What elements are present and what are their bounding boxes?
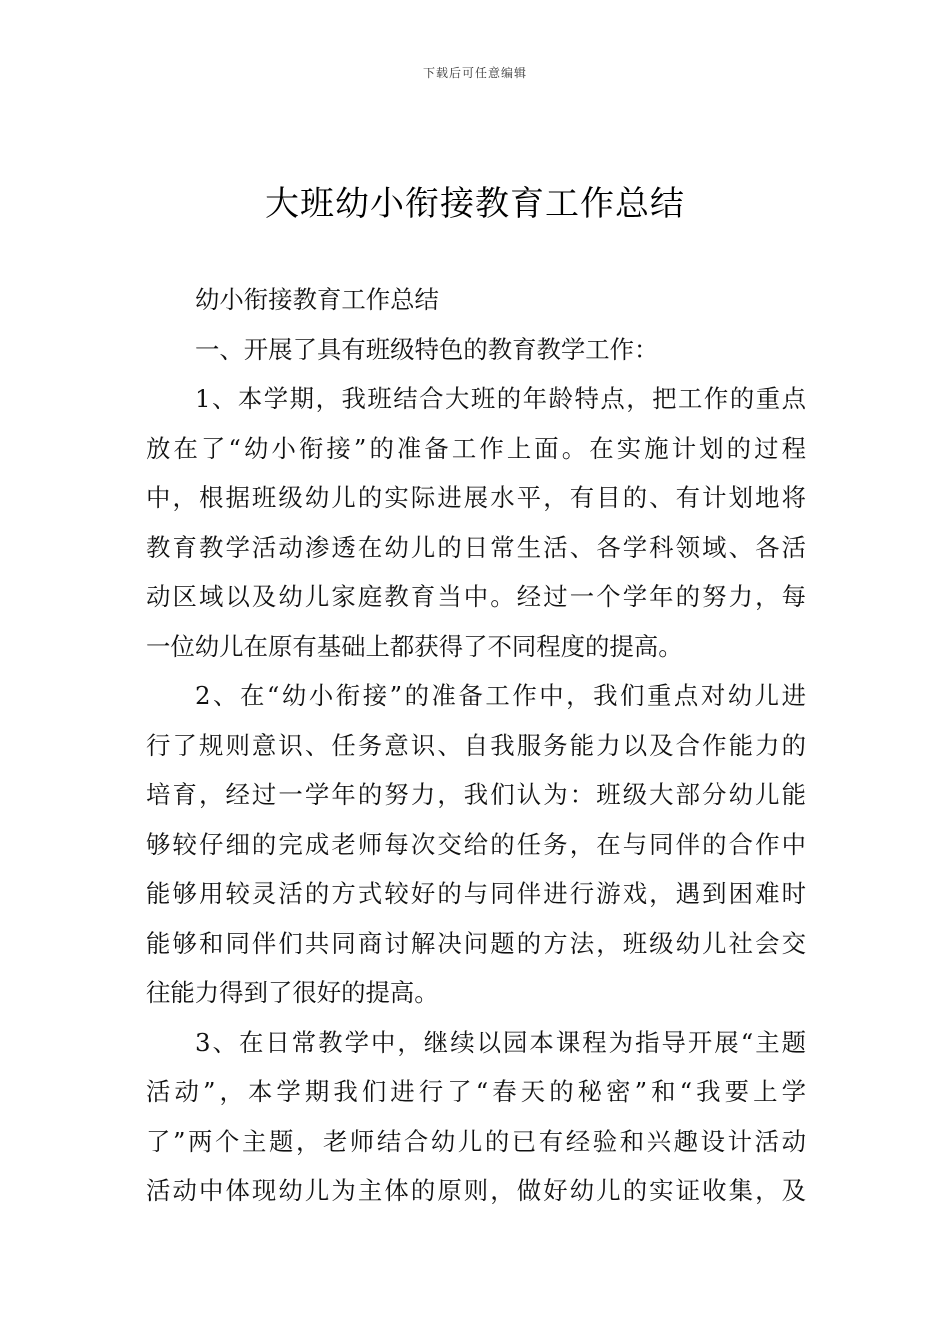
paragraph-line: 往能力得到了很好的提高。 bbox=[146, 978, 439, 1007]
paragraph-line: 一位幼儿在原有基础上都获得了不同程度的提高。 bbox=[146, 631, 683, 661]
paragraph-line: 教育教学活动渗透在幼儿的日常生活、各学科领域、各活 bbox=[146, 532, 806, 562]
document-body bbox=[146, 275, 806, 1216]
paragraph-line: 了”两个主题，老师结合幼儿的已有经验和兴趣设计活动 bbox=[146, 1126, 806, 1156]
document-title: 大班幼小衔接教育工作总结 bbox=[265, 184, 685, 224]
paragraph-line: 培育，经过一学年的努力，我们认为：班级大部分幼儿能 bbox=[146, 780, 806, 809]
paragraph-line: 活动中体现幼儿为主体的原则，做好幼儿的实证收集，及 bbox=[146, 1176, 806, 1205]
paragraph-line: 能够和同伴们共同商讨解决问题的方法，班级幼儿社会交 bbox=[146, 928, 806, 958]
paragraph-line: 放在了“幼小衔接”的准备工作上面。在实施计划的过程 bbox=[146, 433, 806, 463]
paragraph-line: 中，根据班级幼儿的实际进展水平，有目的、有计划地将 bbox=[146, 483, 806, 512]
paragraph-line: 活动”，本学期我们进行了“春天的秘密”和“我要上学 bbox=[146, 1077, 806, 1106]
section-heading: 一、开展了具有班级特色的教育教学工作： bbox=[195, 334, 659, 364]
paragraph-line: 行了规则意识、任务意识、自我服务能力以及合作能力的 bbox=[146, 730, 806, 760]
paragraph-line: 能够用较灵活的方式较好的与同伴进行游戏，遇到困难时 bbox=[146, 879, 806, 908]
subtitle-line: 幼小衔接教育工作总结 bbox=[195, 285, 439, 314]
paragraph-line: 动区域以及幼儿家庭教育当中。经过一个学年的努力，每 bbox=[146, 582, 806, 611]
paragraph-line: 够较仔细的完成老师每次交给的任务，在与同伴的合作中 bbox=[146, 829, 806, 859]
paragraph-line: 3、在日常教学中，继续以园本课程为指导开展“主题 bbox=[195, 1027, 806, 1057]
paragraph-line: 2、在“幼小衔接”的准备工作中，我们重点对幼儿进 bbox=[195, 681, 806, 710]
header-note: 下载后可任意编辑 bbox=[422, 66, 527, 80]
paragraph-line: 1、本学期，我班结合大班的年龄特点，把工作的重点 bbox=[195, 384, 806, 413]
